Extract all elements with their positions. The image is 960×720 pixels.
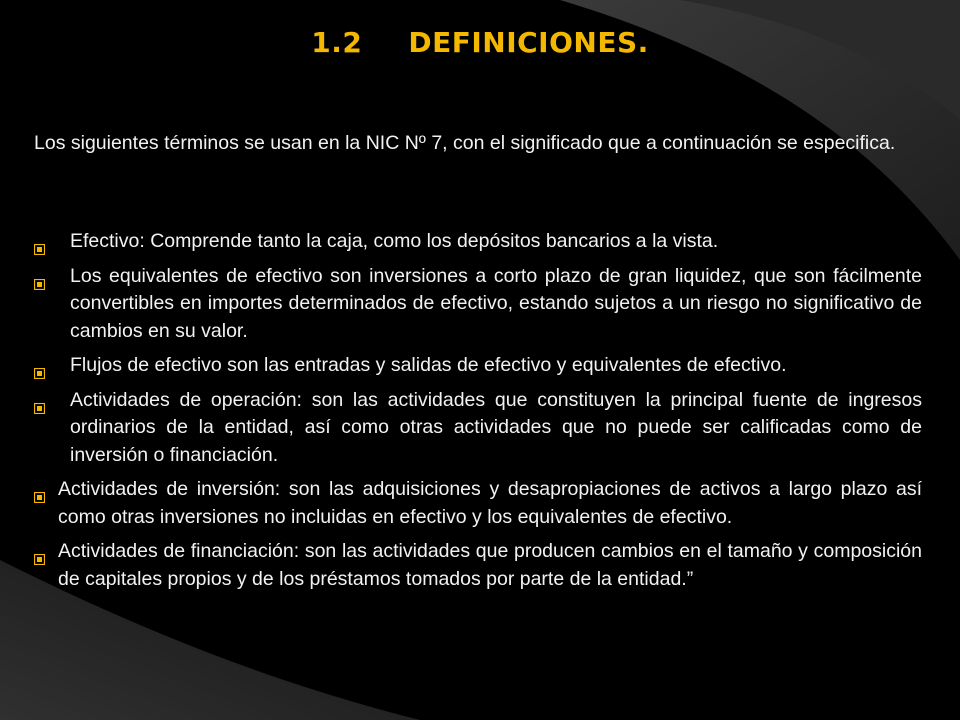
slide-title [0, 26, 960, 59]
square-bullet-icon [34, 484, 45, 495]
title-text: DEFINICIONES. [408, 26, 649, 59]
list-item [34, 263, 922, 346]
list-item-text: Actividades de financiación: son las actividades que producen cambios en el tamaño y composición de capitales propios y de los préstamos tomados por parte de la entidad.” [58, 540, 922, 590]
title-number: 1.2 [311, 26, 363, 59]
definitions-list [34, 228, 922, 600]
square-bullet-icon [34, 546, 45, 557]
square-bullet-icon [34, 271, 45, 282]
square-bullet-icon [34, 360, 45, 371]
list-item-text: Flujos de efectivo son las entradas y salidas de efectivo y equivalentes de efectivo. [70, 354, 787, 376]
list-item [34, 352, 922, 380]
list-item-text: Actividades de operación: son las actividades que constituyen la principal fuente de ingresos ordinarios de la entidad, así como otras actividades que no puede ser calificadas como de inversión o financiación. [70, 388, 922, 466]
list-item [34, 476, 922, 531]
list-item-text: Efectivo: Comprende tanto la caja, como los depósitos bancarios a la vista. [70, 230, 719, 252]
list-item-text: Actividades de inversión: son las adquisiciones y desapropiaciones de activos a largo plazo así como otras inversiones no incluidas en efectivo y los equivalentes de efectivo. [58, 478, 922, 528]
square-bullet-icon [34, 395, 45, 406]
list-item [34, 538, 922, 593]
list-item [34, 228, 922, 256]
list-item-text: Los equivalentes de efectivo son inversiones a corto plazo de gran liquidez, que son fácilmente convertibles en importes determinados de efectivo, estando sujetos a un riesgo no significativo de cambios en su valor. [70, 264, 922, 342]
square-bullet-icon [34, 236, 45, 247]
intro-paragraph: Los siguientes términos se usan en la NIC Nº 7, con el significado que a continuación se especifica. [34, 132, 896, 154]
list-item [34, 387, 922, 470]
